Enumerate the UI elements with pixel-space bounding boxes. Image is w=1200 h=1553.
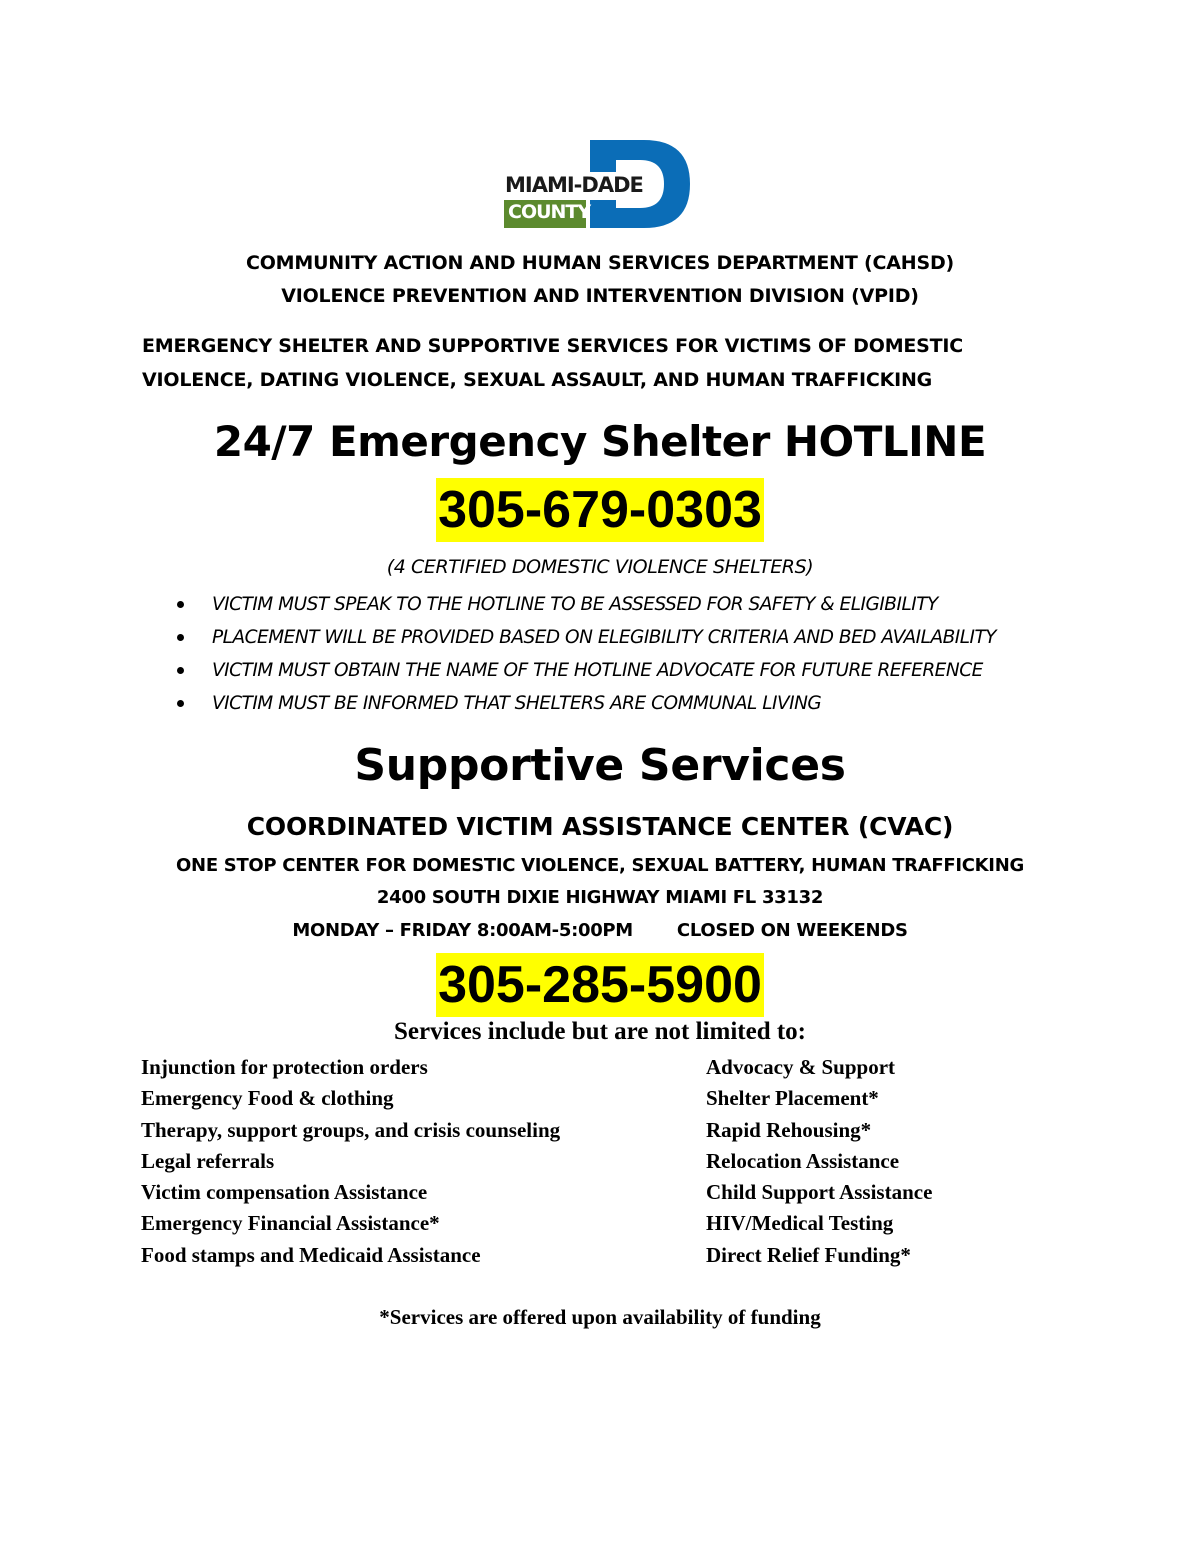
list-item xyxy=(174,654,1074,687)
cvac-phone-wrap xyxy=(0,953,1200,1017)
list-item: Therapy, support groups, and crisis counseling xyxy=(141,1117,561,1142)
list-item: Legal referrals xyxy=(141,1148,275,1173)
center-hours-open: MONDAY – FRIDAY 8:00AM-5:00PM xyxy=(292,920,633,941)
county-logo xyxy=(504,140,690,228)
bullet-icon xyxy=(177,601,184,608)
list-item: Rapid Rehousing* xyxy=(706,1117,872,1142)
list-item: Advocacy & Support xyxy=(706,1055,896,1079)
list-item: Child Support Assistance xyxy=(706,1180,933,1205)
emergency-description xyxy=(142,329,1082,397)
logo-miami-dade-text: MIAMI-DADE xyxy=(505,173,643,197)
list-item: Emergency Food & clothing xyxy=(141,1086,394,1111)
division-title: VIOLENCE PREVENTION AND INTERVENTION DIVISION (VPID) xyxy=(281,285,919,307)
services-list-right xyxy=(706,1052,932,1271)
list-item-text: VICTIM MUST OBTAIN THE NAME OF THE HOTLINE ADVOCATE FOR FUTURE REFERENCE xyxy=(212,660,983,681)
hotline-phone-wrap xyxy=(0,478,1200,542)
shelter-count-note: (4 CERTIFIED DOMESTIC VIOLENCE SHELTERS) xyxy=(386,556,814,578)
services-list-left xyxy=(141,1052,560,1271)
one-stop-center-text: ONE STOP CENTER FOR DOMESTIC VIOLENCE, SEXUAL BATTERY, HUMAN TRAFFICKING xyxy=(176,855,1024,876)
services-heading: Services include but are not limited to: xyxy=(394,1018,806,1045)
supportive-services-title: Supportive Services xyxy=(354,740,846,791)
list-item: Food stamps and Medicaid Assistance xyxy=(141,1242,481,1267)
list-item xyxy=(174,687,1074,720)
emergency-description-line1: EMERGENCY SHELTER AND SUPPORTIVE SERVICES FOR VICTIMS OF DOMESTIC xyxy=(142,335,964,357)
list-item xyxy=(174,588,1074,621)
list-item: Relocation Assistance xyxy=(706,1148,900,1173)
bullet-icon xyxy=(177,667,184,674)
hotline-title: 24/7 Emergency Shelter HOTLINE xyxy=(213,417,987,466)
cvac-title: COORDINATED VICTIM ASSISTANCE CENTER (CVAC) xyxy=(246,812,954,841)
hotline-phone-number[interactable]: 305-679-0303 xyxy=(436,478,764,542)
list-item: Direct Relief Funding* xyxy=(706,1242,911,1267)
list-item-text: VICTIM MUST BE INFORMED THAT SHELTERS ARE COMMUNAL LIVING xyxy=(212,693,822,714)
list-item xyxy=(174,621,1074,654)
center-hours xyxy=(0,920,1200,941)
center-address: 2400 SOUTH DIXIE HIGHWAY MIAMI FL 33132 xyxy=(376,887,824,908)
bullet-icon xyxy=(177,634,184,641)
funding-footnote: *Services are offered upon availability of funding xyxy=(379,1305,821,1329)
department-title: COMMUNITY ACTION AND HUMAN SERVICES DEPARTMENT (CAHSD) xyxy=(245,252,955,274)
list-item: HIV/Medical Testing xyxy=(706,1211,894,1236)
center-hours-closed: CLOSED ON WEEKENDS xyxy=(676,920,908,941)
list-item-text: PLACEMENT WILL BE PROVIDED BASED ON ELEGIBILITY CRITERIA AND BED AVAILABILITY xyxy=(212,627,997,648)
emergency-description-line2: VIOLENCE, DATING VIOLENCE, SEXUAL ASSAULT, AND HUMAN TRAFFICKING xyxy=(142,369,933,391)
cvac-phone-number[interactable]: 305-285-5900 xyxy=(436,953,764,1017)
list-item: Victim compensation Assistance xyxy=(141,1180,428,1205)
list-item-text: VICTIM MUST SPEAK TO THE HOTLINE TO BE ASSESSED FOR SAFETY & ELIGIBILITY xyxy=(212,594,938,615)
list-item: Shelter Placement* xyxy=(706,1086,879,1111)
list-item: Emergency Financial Assistance* xyxy=(141,1211,440,1236)
hotline-requirements-list xyxy=(174,588,1074,720)
bullet-icon xyxy=(177,700,184,707)
logo-county-text: COUNTY xyxy=(508,201,591,223)
list-item: Injunction for protection orders xyxy=(141,1055,428,1079)
